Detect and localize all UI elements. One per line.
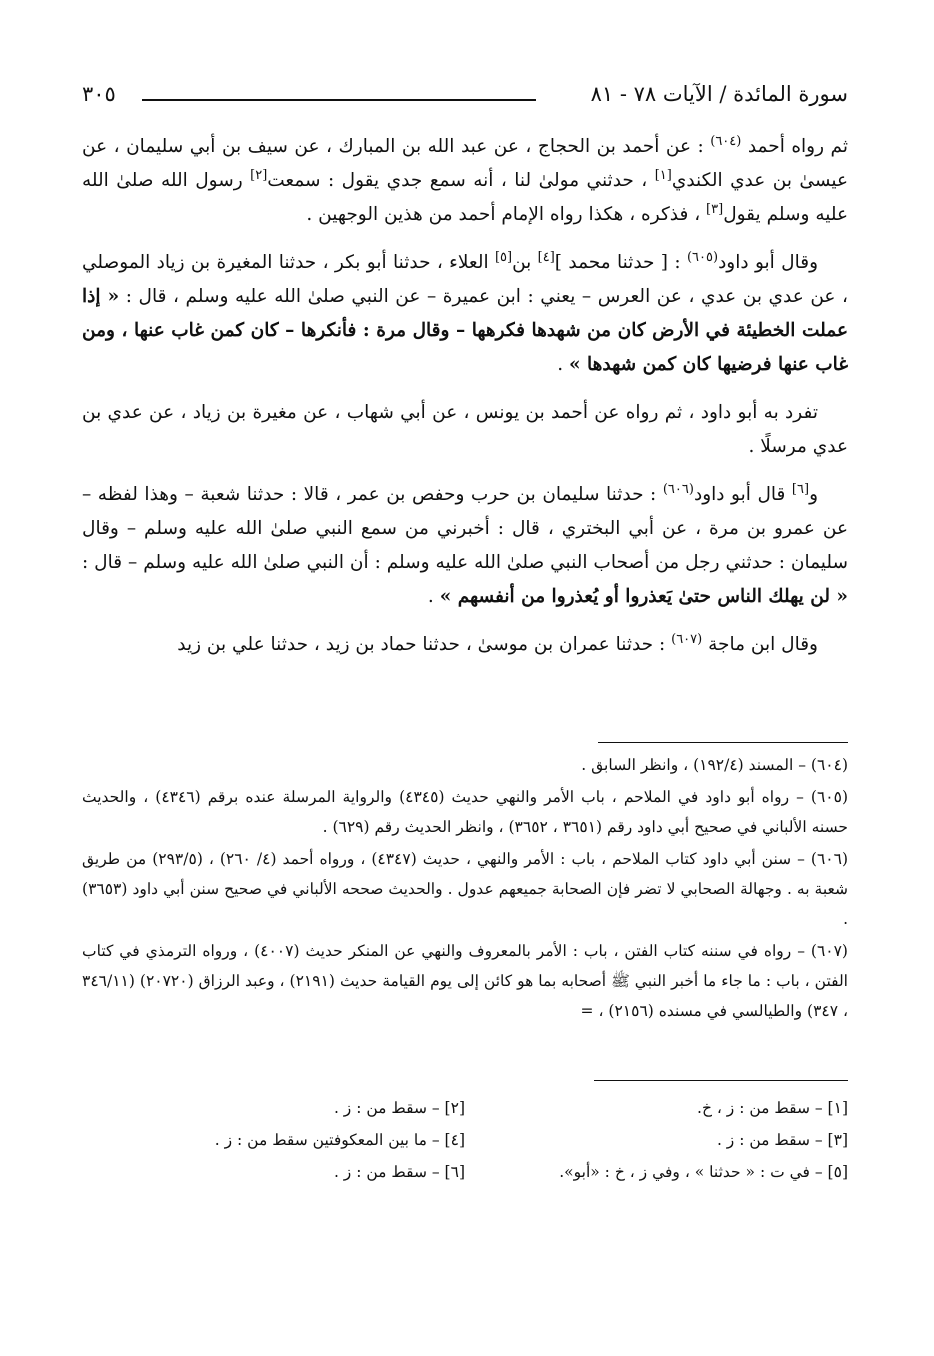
variant-note — [82, 1124, 465, 1156]
footnote-reference: (٦٠٥) — [686, 249, 719, 265]
variant-note — [465, 1156, 848, 1188]
footnote — [82, 936, 848, 1026]
paragraph-text: وقال ابن ماجة — [702, 634, 818, 655]
manuscript-variants — [82, 1092, 848, 1188]
footnote — [82, 782, 848, 842]
footnote — [82, 844, 848, 934]
variant-text: سقط من : ز . — [333, 1099, 432, 1117]
footnote-text: رواه في سننه كتاب الفتن ، باب : الأمر بالمعروف والنهي عن المنكر حديث (٤٠٠٧) ، ورواه الترمذي في كتاب الفتن ، باب : ما جاء ما أخبر النبي ﷺ أصحابه بما هو كائن إلى يوم القيامة حديث (٢١٩١) ، وعبد الرزاق (٢٠٧٢٠) (٣٤٦/١١ ، ٣٤٧) والطيالسي في مسنده (٢١٥٦) ، — [82, 942, 848, 1020]
paragraph-text: . — [557, 354, 570, 375]
footnote-reference: [٦] — [791, 481, 810, 497]
variant-number: [٤] – — [431, 1131, 465, 1149]
header-rule — [142, 99, 536, 101]
variant-note — [82, 1092, 465, 1124]
variant-number: [٢] – — [431, 1099, 465, 1117]
footnote-reference: (٦٠٦) — [662, 481, 694, 497]
variant-row — [82, 1124, 848, 1156]
footnote-rule — [598, 742, 848, 743]
variant-number: [٣] – — [814, 1131, 848, 1149]
paragraph-text: ، حدثني مولىٰ لنا ، أنه سمع جدي يقول : سمعت — [267, 170, 655, 191]
running-title: سورة المائدة / الآيات ٧٨ - ٨١ — [590, 82, 848, 106]
variant-text: سقط من : ز . — [333, 1163, 432, 1181]
paragraph-text: ، فذكره ، هكذا رواه الإمام أحمد من هذين الوجهين . — [306, 204, 707, 225]
footnotes — [82, 750, 848, 1028]
variant-text: في ت : « حدثنا » ، وفي ز ، خ : «أبو». — [559, 1163, 815, 1181]
paragraph-text: قال أبو داود — [693, 484, 792, 505]
page-header — [82, 82, 848, 118]
paragraph — [82, 396, 848, 464]
footnote-number: (٦٠٥) – — [796, 788, 848, 806]
paragraph-text: ثم رواه أحمد — [741, 136, 848, 157]
footnote-reference: (٦٠٤) — [710, 133, 742, 149]
paragraph-text: وقال أبو داود — [718, 252, 818, 273]
footnote-reference: [١] — [654, 167, 672, 183]
variant-note — [82, 1156, 465, 1188]
variant-text: سقط من : ز . — [716, 1131, 815, 1149]
footnote-reference: [٤] — [537, 249, 555, 265]
footnote — [82, 750, 848, 780]
footnote-reference: [٥] — [494, 249, 513, 265]
footnote-reference: (٦٠٧) — [671, 631, 703, 647]
paragraph-text: و — [809, 484, 818, 505]
paragraph-text: العلاء ، حدثنا أبو بكر ، حدثنا المغيرة بن زياد الموصلي ، عن عدي بن عدي ، عن العرس – يعني : ابن عميرة – عن النبي صلىٰ الله عليه وسلم ، قال : — [82, 252, 848, 307]
variant-note — [465, 1092, 848, 1124]
variant-row — [82, 1092, 848, 1124]
footnote-text: سنن أبي داود كتاب الملاحم ، باب : الأمر والنهي ، حديث (٤٣٤٧) ، ورواه أحمد (٤/ ٢٦٠) ، (٢٩٣/٥) من طريق شعبة به . وجهالة الصحابي لا تضر فإن الصحابة جميعهم عدول . والحديث صححه الألباني في صحيح سنن أبي داود (٣٦٥٣) . — [82, 850, 848, 928]
variant-text: سقط من : ز ، خ. — [697, 1099, 815, 1117]
paragraph — [82, 478, 848, 614]
paragraph — [82, 130, 848, 232]
footnote-text: المسند (١٩٢/٤) ، وانظر السابق . — [581, 756, 799, 774]
hadith-text: « لن يهلك الناس حتىٰ يَعذروا أو يُعذروا من أنفسهم » — [439, 586, 848, 607]
variant-note — [465, 1124, 848, 1156]
variant-row — [82, 1156, 848, 1188]
footnote-text: رواه أبو داود في الملاحم ، باب الأمر والنهي حديث (٤٣٤٥) والرواية المرسلة عنده برقم (٤٣٤٦) ، والحديث حسنه الألباني في صحيح أبي داود رقم (٣٦٥١ ، ٣٦٥٢) ، وانظر الحديث رقم (٦٢٩) . — [82, 788, 848, 836]
footnote-number: (٦٠٦) – — [797, 850, 848, 868]
variant-number: [٦] – — [431, 1163, 465, 1181]
paragraph-text: . — [427, 586, 440, 607]
paragraph — [82, 628, 848, 662]
footnote-number: (٦٠٧) – — [797, 942, 848, 960]
variant-text: ما بين المعكوفتين سقط من : ز . — [214, 1131, 432, 1149]
paragraph-text: : [ حدثنا محمد ] — [554, 252, 687, 273]
paragraph-text: : عن أحمد بن الحجاج ، عن عبد الله بن المبارك ، عن سيف بن أبي سليمان ، عن عيسىٰ بن عدي الكندي — [82, 136, 848, 191]
footnote-reference: [٣] — [706, 201, 724, 217]
paragraph-text: تفرد به أبو داود ، ثم رواه عن أحمد بن يونس ، عن أبي شهاب ، عن مغيرة بن زياد ، عن عدي بن عدي مرسلًا . — [82, 402, 848, 457]
footnote-number: (٦٠٤) – — [798, 756, 848, 774]
page-number: ٣٠٥ — [82, 82, 116, 106]
paragraph-text: بن — [512, 252, 538, 273]
paragraph-text: : حدثنا سليمان بن حرب وحفص بن عمر ، قالا : حدثنا شعبة – وهذا لفظه – عن عمرو بن مرة ، عن أبي البختري ، قال : أخبرني من سمع النبي صلىٰ الله عليه وسلم – وقال سليمان : حدثني رجل من أصحاب النبي صلىٰ الله عليه وسلم : أن النبي صلىٰ الله عليه وسلم – قال : — [82, 484, 848, 573]
paragraph-text: : حدثنا عمران بن موسىٰ ، حدثنا حماد بن زيد ، حدثنا علي بن زيد — [177, 634, 672, 655]
variant-number: [٥] – — [814, 1163, 848, 1181]
main-text — [82, 130, 848, 676]
continuation-mark: = — [580, 1002, 594, 1020]
variant-number: [١] – — [814, 1099, 848, 1117]
footnote-reference: [٢] — [250, 167, 268, 183]
paragraph-text: رسول الله صلىٰ الله عليه وسلم يقول — [82, 170, 848, 225]
hadith-text: « إذا عملت الخطيئة في الأرض كان من شهدها فكرهها – وقال مرة : فأنكرها – كان كمن غاب عنها ، ومن غاب عنها فرضيها كان كمن شهدها » — [82, 286, 848, 375]
variants-rule — [594, 1080, 848, 1081]
paragraph — [82, 246, 848, 382]
